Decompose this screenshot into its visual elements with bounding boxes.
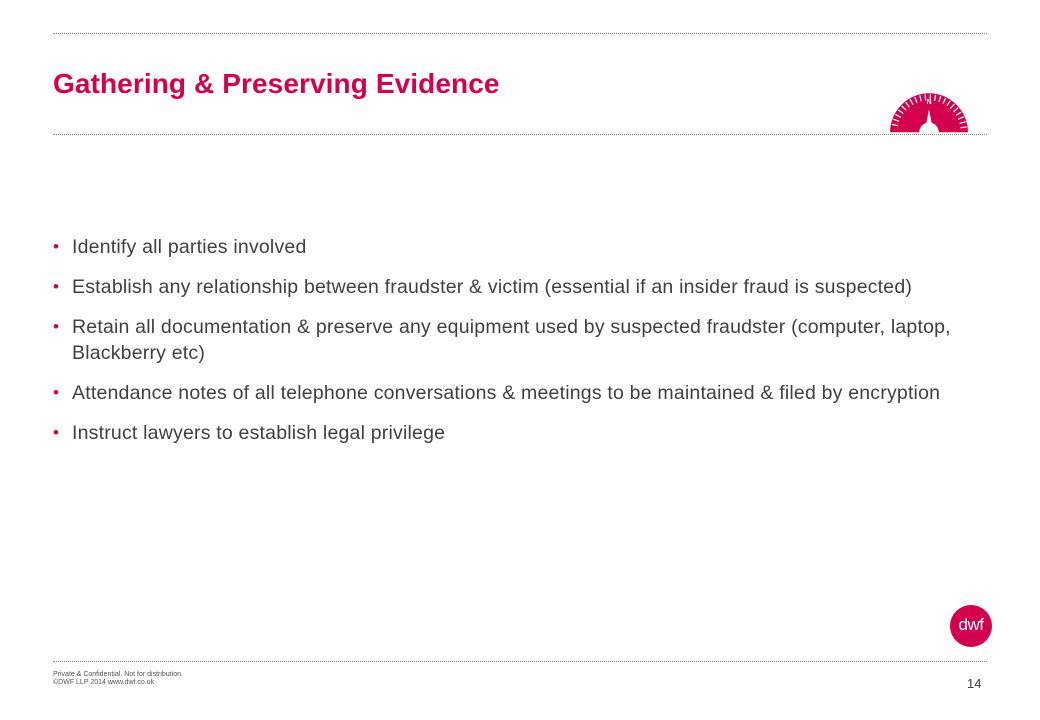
bullet-marker: • xyxy=(53,317,60,336)
bullet-item xyxy=(53,314,973,366)
footer-divider xyxy=(53,661,987,662)
slide-title: Gathering & Preserving Evidence xyxy=(53,68,500,99)
bullet-item xyxy=(53,380,973,406)
bullet-text: Retain all documentation & preserve any equipment used by suspected fraudster (computer, laptop, Blackberry etc) xyxy=(72,316,951,364)
compass-north-label: N xyxy=(926,98,932,106)
bullet-item xyxy=(53,234,973,260)
bullet-text: Identify all parties involved xyxy=(72,236,307,258)
bullet-item xyxy=(53,420,973,446)
bullet-marker: • xyxy=(53,423,60,442)
page-number: 14 xyxy=(967,676,982,691)
bullet-text: Establish any relationship between fraudster & victim (essential if an insider fraud is suspected) xyxy=(72,276,913,298)
bullet-marker: • xyxy=(53,277,60,296)
header-divider xyxy=(53,134,987,135)
bullet-item xyxy=(53,274,973,300)
copyright-notice: ©DWF LLP 2014 www.dwf.co.uk xyxy=(53,679,155,686)
bullet-marker: • xyxy=(53,383,60,402)
confidentiality-notice: Private & Confidential. Not for distribution. xyxy=(53,671,183,678)
bullet-text: Instruct lawyers to establish legal privilege xyxy=(72,422,446,444)
bullet-text: Attendance notes of all telephone conversations & meetings to be maintained & filed by encryption xyxy=(72,382,941,404)
top-divider xyxy=(53,33,987,34)
compass-icon xyxy=(884,88,974,134)
bullet-marker: • xyxy=(53,237,60,256)
bullet-list xyxy=(53,234,973,460)
compass-tick xyxy=(961,127,967,128)
dwf-logo: dwf xyxy=(950,605,992,647)
